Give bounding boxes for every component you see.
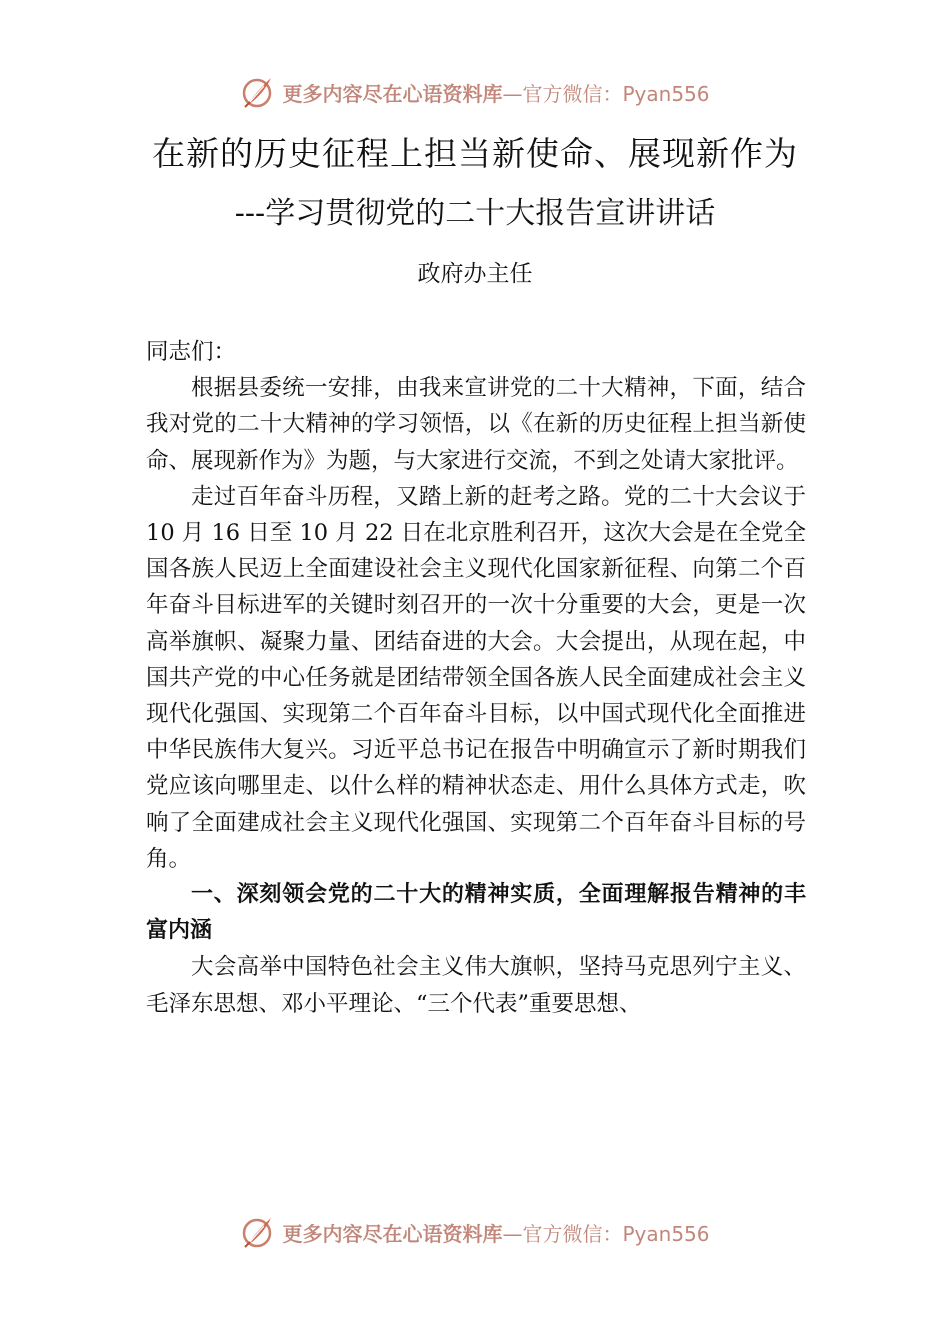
salutation: 同志们： [146, 339, 237, 365]
quill-logo-icon [240, 1214, 276, 1250]
header-watermark [0, 72, 950, 112]
paragraph: 根据县委统一安排，由我来宣讲党的二十大精神，下面，结合我对党的二十大精神的学习领悟，以《在新的历史征程上担当新使命、展现新作为》为题，与大家进行交流，不到之处请大家批评。 [146, 375, 806, 474]
quill-logo-icon [240, 74, 276, 110]
watermark-text: 更多内容尽在心语资料库—官方微信：Pyan556 [282, 1221, 710, 1246]
document-subtitle: ---学习贯彻党的二十大报告宣讲讲话 [234, 196, 716, 231]
watermark-text: 更多内容尽在心语资料库—官方微信：Pyan556 [282, 81, 710, 106]
document-body [146, 334, 806, 1022]
paragraph: 大会高举中国特色社会主义伟大旗帜，坚持马克思列宁主义、毛泽东思想、邓小平理论、“三个代表”重要思想、 [146, 954, 806, 1017]
document-title: 在新的历史征程上担当新使命、展现新作为 [152, 134, 798, 173]
section-heading: 一、深刻领会党的二十大的精神实质，全面理解报告精神的丰富内涵 [146, 882, 806, 944]
document-author: 政府办主任 [417, 261, 533, 287]
paragraph: 走过百年奋斗历程，又踏上新的赶考之路。党的二十大会议于 10 月 16 日至 10 月 22 日在北京胜利召开，这次大会是在全党全国各族人民迈上全面建设社会主义现代化国家新征程、向第二个百年奋斗目标进军的关键时刻召开的一次十分重要的大会，更是一次高举旗帜、凝聚力量、团结奋进的大会。大会提出，从现在起，中国共产党的中心任务就是团结带领全国各族人民全面建成社会主义现代化强国、实现第二个百年奋斗目标，以中国式现代化全面推进中华民族伟大复兴。习近平总书记在报告中明确宣示了新时期我们党应该向哪里走、以什么样的精神状态走、用什么具体方式走，吹响了全面建成社会主义现代化强国、实现第二个百年奋斗目标的号角。 [146, 483, 806, 872]
footer-watermark [0, 1212, 950, 1252]
